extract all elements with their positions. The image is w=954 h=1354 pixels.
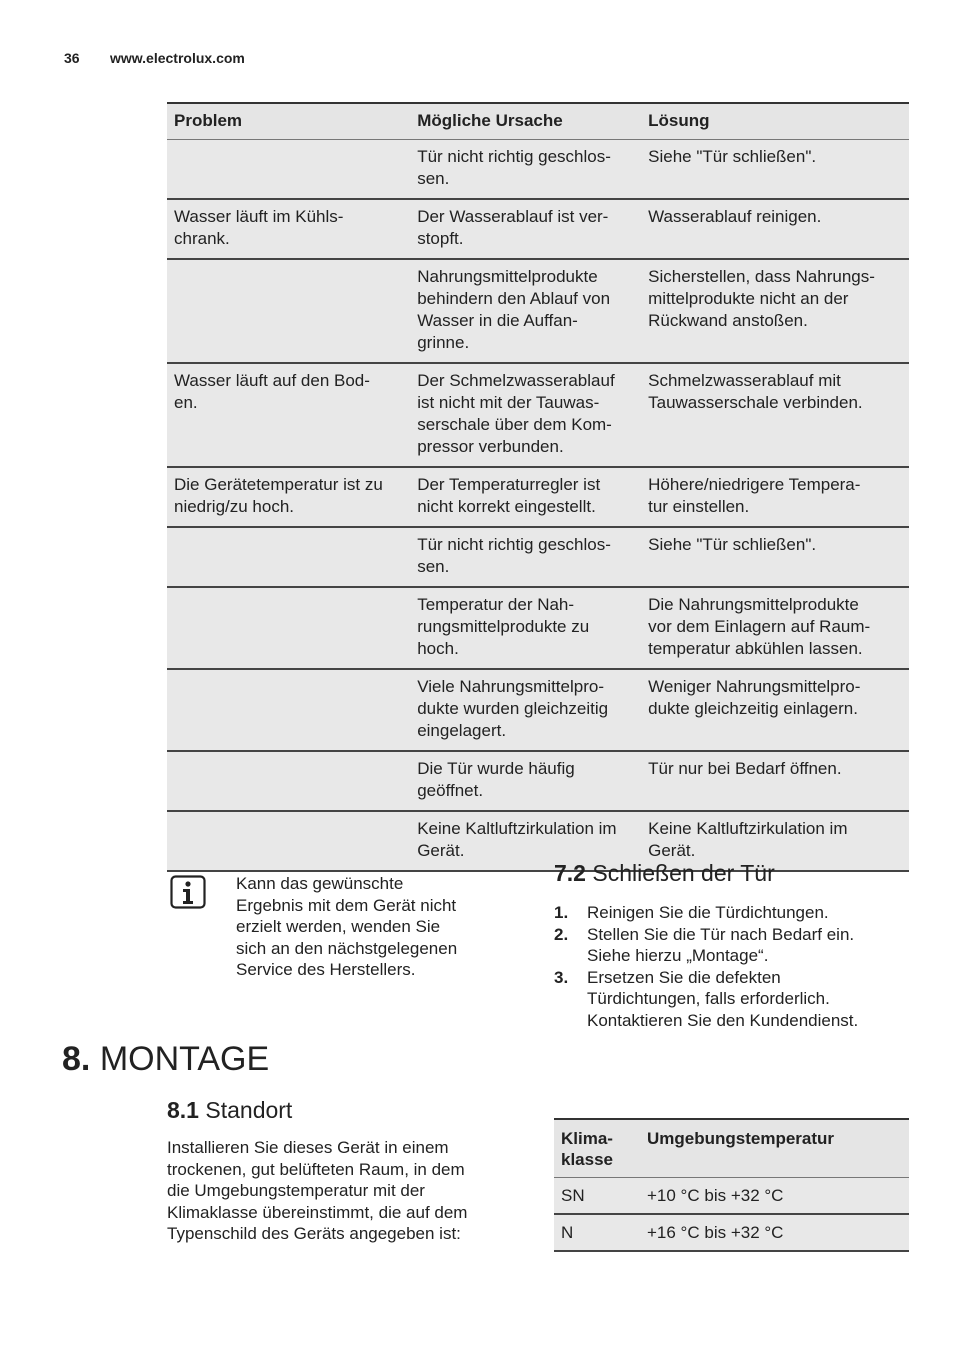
table-row [167, 259, 909, 363]
website: www.electrolux.com [110, 50, 245, 66]
cell-solution: Sicherstellen, dass Nahrungs- mittelprodukte nicht an der Rückwand anstoßen. [641, 259, 909, 363]
steps-list [554, 902, 914, 1031]
list-item [554, 924, 914, 967]
table-header-row [554, 1119, 909, 1178]
col-header-solution: Lösung [641, 103, 909, 140]
cell-solution: Keine Kaltluftzirkulation im Gerät. [641, 811, 909, 871]
list-item [554, 902, 914, 924]
cell-problem: Die Gerätetemperatur ist zu niedrig/zu hoch. [167, 467, 410, 527]
cell-climate-class: N [554, 1214, 640, 1251]
chapter-title: MONTAGE [99, 1040, 270, 1078]
cell-cause: Temperatur der Nah- rungsmittelprodukte zu hoch. [410, 587, 641, 669]
info-text: Kann das gewünschte Ergebnis mit dem Gerät nicht erzielt werden, wenden Sie sich an den nächstgelegenen Service des Herstellers. [236, 874, 458, 979]
step-number: 2. [554, 924, 569, 944]
chapter-number: 8. [62, 1040, 91, 1078]
table-row [167, 140, 909, 200]
section-title: Schließen der Tür [592, 860, 775, 886]
cell-problem: Wasser läuft im Kühls- chrank. [167, 199, 410, 259]
table-body [554, 1178, 909, 1252]
col-header-climate-class: Klima- klasse [554, 1119, 640, 1178]
step-text: Reinigen Sie die Türdichtungen. [587, 903, 829, 922]
section-number: 8.1 [167, 1097, 199, 1123]
table-row [167, 587, 909, 669]
cell-cause: Der Schmelzwasserablauf ist nicht mit der Tauwas- serschale über dem Kom- pressor verbunden. [410, 363, 641, 467]
table-row [167, 669, 909, 751]
cell-ambient-temperature: +16 °C bis +32 °C [640, 1214, 909, 1251]
cell-solution: Siehe "Tür schließen". [641, 527, 909, 587]
step-number: 3. [554, 967, 569, 987]
table-row [167, 363, 909, 467]
cell-solution: Wasserablauf reinigen. [641, 199, 909, 259]
table-body [167, 140, 909, 872]
step-text: Stellen Sie die Tür nach Bedarf ein. Siehe hierzu „Montage“. [587, 924, 855, 965]
cell-ambient-temperature: +10 °C bis +32 °C [640, 1178, 909, 1215]
step-number: 1. [554, 903, 569, 922]
table-row [167, 527, 909, 587]
page-header [64, 50, 245, 66]
table-row [167, 467, 909, 527]
table-row [554, 1214, 909, 1251]
section-8-1-heading [167, 1097, 292, 1124]
section-7-2-heading [554, 860, 775, 887]
table-row [554, 1178, 909, 1215]
cell-cause: Tür nicht richtig geschlos- sen. [410, 527, 641, 587]
cell-solution: Weniger Nahrungsmittelpro- dukte gleichzeitig einlagern. [641, 669, 909, 751]
cell-problem [167, 259, 410, 363]
cell-solution: Tür nur bei Bedarf öffnen. [641, 751, 909, 811]
cell-problem [167, 587, 410, 669]
cell-solution: Schmelzwasserablauf mit Tauwasserschale verbinden. [641, 363, 909, 467]
table-row [167, 811, 909, 871]
cell-cause: Die Tür wurde häufig geöffnet. [410, 751, 641, 811]
cell-solution: Die Nahrungsmittelprodukte vor dem Einlagern auf Raum- temperatur abkühlen lassen. [641, 587, 909, 669]
climate-class-table [554, 1118, 909, 1252]
col-header-problem: Problem [167, 103, 410, 140]
cell-cause: Tür nicht richtig geschlos- sen. [410, 140, 641, 200]
cell-cause: Nahrungsmittelprodukte behindern den Ablauf von Wasser in die Auffan- grinne. [410, 259, 641, 363]
chapter-8-heading [62, 1040, 269, 1079]
cell-cause: Der Temperaturregler ist nicht korrekt eingestellt. [410, 467, 641, 527]
col-header-cause: Mögliche Ursache [410, 103, 641, 140]
cell-problem: Wasser läuft auf den Bod- en. [167, 363, 410, 467]
table-row [167, 751, 909, 811]
cell-problem [167, 751, 410, 811]
info-icon [170, 875, 206, 909]
cell-problem [167, 140, 410, 200]
col-header-ambient-temperature: Umgebungstemperatur [640, 1119, 909, 1178]
cell-solution: Siehe "Tür schließen". [641, 140, 909, 200]
section-number: 7.2 [554, 860, 586, 886]
cell-cause: Der Wasserablauf ist ver- stopft. [410, 199, 641, 259]
cell-solution: Höhere/niedrigere Tempera- tur einstellen. [641, 467, 909, 527]
table-row [167, 199, 909, 259]
cell-problem [167, 527, 410, 587]
list-item [554, 967, 914, 1032]
step-text: Ersetzen Sie die defekten Türdichtungen, falls erforderlich. Kontaktieren Sie den Kundendienst. [587, 967, 859, 1030]
cell-cause: Viele Nahrungsmittelpro- dukte wurden gleichzeitig eingelagert. [410, 669, 641, 751]
table-header-row [167, 103, 909, 140]
section-title: Standort [205, 1097, 293, 1123]
cell-climate-class: SN [554, 1178, 640, 1215]
page-number: 36 [64, 50, 80, 66]
troubleshooting-table [167, 102, 909, 872]
cell-cause: Keine Kaltluftzirkulation im Gerät. [410, 811, 641, 871]
cell-problem [167, 811, 410, 871]
cell-problem [167, 669, 410, 751]
section-8-1-text: Installieren Sie dieses Gerät in einem trockenen, gut belüfteten Raum, in dem die Umgebungstemperatur mit der Klimaklasse übereinstimmt, die auf dem Typenschild des Geräts angegeben ist: [167, 1138, 468, 1243]
